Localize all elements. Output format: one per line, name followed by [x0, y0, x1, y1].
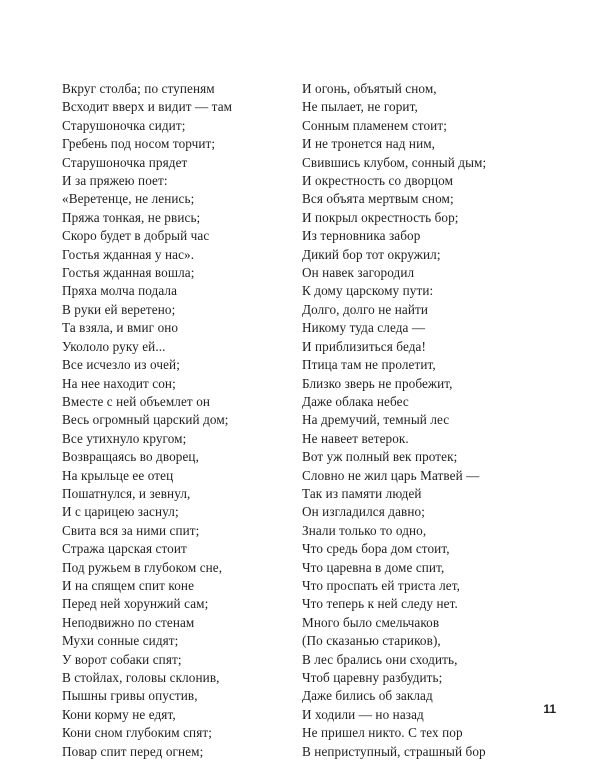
poem-line: В лес брались они сходить,	[302, 651, 458, 667]
poem-line: На нее находит сон;	[62, 375, 176, 391]
poem-line: Старушоночка сидит;	[62, 117, 186, 133]
poem-line: Вся объята мертвым сном;	[302, 191, 454, 207]
poem-line: Птица там не пролетит,	[302, 357, 436, 373]
poem-line: Знали только то одно,	[302, 522, 427, 538]
poem-line: Всходит вверх и видит — там	[62, 99, 233, 115]
poem-line: И за пряжею поет:	[62, 173, 168, 189]
poem-line: И покрыл окрестность бор;	[302, 209, 459, 225]
poem-column-right	[302, 80, 542, 761]
poem-line: Что проспать ей триста лет,	[302, 577, 461, 593]
poem-line: Что средь бора дом стоит,	[302, 541, 450, 557]
poem-line: На дремучий, темный лес	[302, 412, 450, 428]
poem-line: Та взяла, и вмиг оно	[62, 320, 179, 336]
poem-line: Гостья жданная у нас».	[62, 246, 195, 262]
poem-line: В неприступный, страшный бор	[302, 743, 486, 759]
poem-line: Пряжа тонкая, не рвись;	[62, 209, 201, 225]
poem-line: «Веретенце, не ленись;	[62, 191, 195, 207]
poem-line: Свившись клубом, сонный дым;	[302, 154, 487, 170]
poem-line: Гостья жданная вошла;	[62, 265, 195, 281]
poem-line: И с царицею заснул;	[62, 504, 179, 520]
poem-line: И окрестность со дворцом	[302, 173, 454, 189]
poem-line: Так из памяти людей	[302, 485, 422, 501]
poem-line: Скоро будет в добрый час	[62, 228, 210, 244]
poem-line: На крыльце ее отец	[62, 467, 174, 483]
poem-line: Никому туда следа —	[302, 320, 426, 336]
poem-line: Чтоб царевну разбудить;	[302, 670, 443, 685]
poem-line: Долго, долго не найти	[302, 301, 429, 317]
poem-line: И ходили — но назад	[302, 706, 424, 722]
poem-line: Пышны гривы опустив,	[62, 688, 198, 704]
poem-line: И на спящем спит коне	[62, 577, 195, 593]
poem-line: И огонь, объятый сном,	[302, 81, 437, 96]
poem-line: К дому царскому пути:	[302, 283, 434, 299]
poem-line: Вместе с ней объемлет он	[62, 393, 211, 409]
poem-line: Свита вся за ними спит;	[62, 522, 200, 538]
poem-line: Стража царская стоит	[62, 541, 187, 557]
poem-line: Укололо руку ей...	[62, 338, 166, 354]
poem-line: Даже облака небес	[302, 393, 409, 409]
poem-line: Весь огромный царский дом;	[62, 412, 229, 428]
poem-line: Мухи сонные сидят;	[62, 633, 179, 649]
poem-line: Пошатнулся, и зевнул,	[62, 485, 191, 501]
poem-line: Повар спит перед огнем;	[62, 743, 204, 759]
poem-line: Под ружьем в глубоком сне,	[62, 559, 223, 575]
poem-line: Вкруг столба; по ступеням	[62, 81, 215, 96]
poem-line: Он изгладился давно;	[302, 504, 425, 520]
poem-line: (По сказанью стариков),	[302, 633, 441, 649]
poem-line: Не пылает, не горит,	[302, 99, 418, 115]
poem-line: Сонным пламенем стоит;	[302, 117, 447, 133]
poem-line: Все утихнуло кругом;	[62, 430, 187, 446]
poem-line: Вот уж полный век протек;	[302, 449, 458, 465]
poem-line: Возвращаясь во дворец,	[62, 449, 199, 465]
poem-line: Не пришел никто. С тех пор	[302, 725, 463, 741]
poem-line: Неподвижно по стенам	[62, 614, 195, 630]
poem-line: В стойлах, головы склонив,	[62, 670, 220, 685]
poem-line: И приблизиться беда!	[302, 338, 426, 354]
poem-column-left	[62, 80, 292, 761]
poem-line: Не навеет ветерок.	[302, 430, 409, 446]
poem-line: У ворот собаки спят;	[62, 651, 182, 667]
poem-line: Словно не жил царь Матвей —	[302, 467, 480, 483]
poem-line: Он навек загородил	[302, 265, 415, 281]
poem-line: Кони корму не едят,	[62, 706, 176, 722]
poem-line: Из терновника забор	[302, 228, 421, 244]
poem-line: Перед ней хорунжий сам;	[62, 596, 209, 612]
poem-line: Много было смельчаков	[302, 614, 440, 630]
poem-line: Даже бились об заклад	[302, 688, 433, 704]
poem-line: Пряха молча подала	[62, 283, 178, 299]
poem-line: Все исчезло из очей;	[62, 357, 180, 373]
page-number: 11	[543, 702, 556, 716]
poem-line: Дикий бор тот окружил;	[302, 246, 441, 262]
poem-line: Кони сном глубоким спят;	[62, 725, 212, 741]
poem-line: И не тронется над ним,	[302, 136, 436, 152]
poem-line: Что царевна в доме спит,	[302, 559, 445, 575]
poem-line: Близко зверь не пробежит,	[302, 375, 453, 391]
poem-line: В руки ей веретено;	[62, 301, 176, 317]
poem-line: Что теперь к ней следу нет.	[302, 596, 458, 612]
poem-line: Гребень под носом торчит;	[62, 136, 216, 152]
poem-line: Старушоночка прядет	[62, 154, 188, 170]
